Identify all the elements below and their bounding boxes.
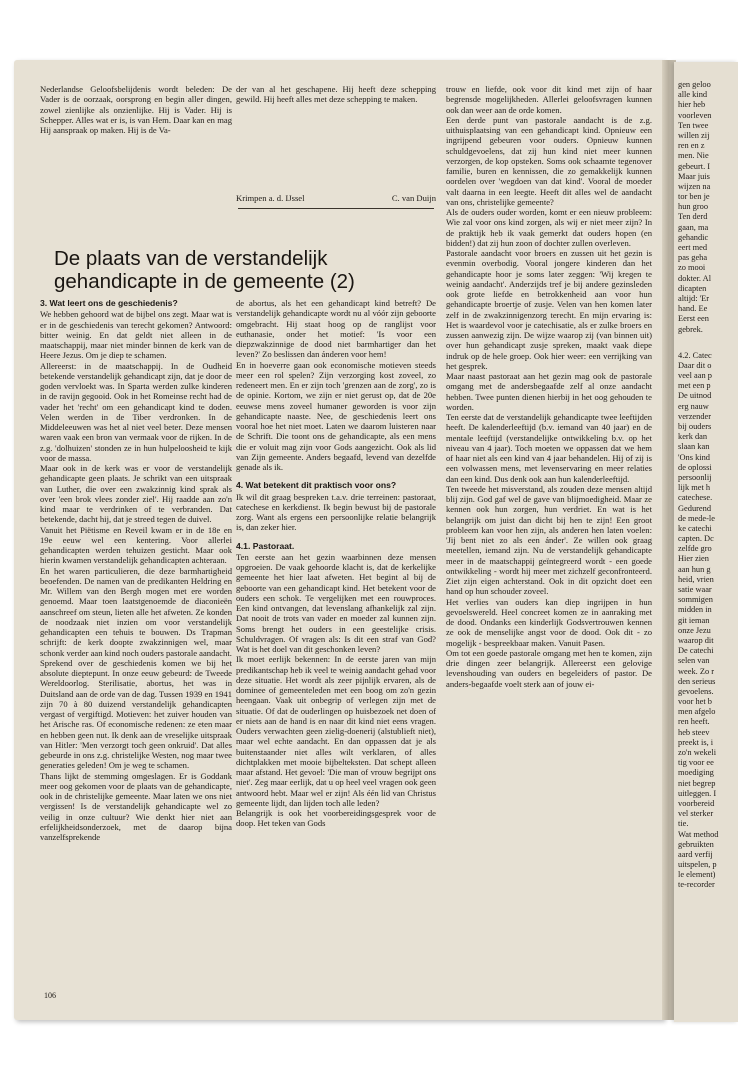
text-line: preekt is, i — [678, 737, 714, 747]
article-title: De plaats van de verstandelijk gehandicapte in de gemeente (2) — [54, 247, 355, 293]
text-line: pas geha — [678, 253, 708, 263]
text-line: voorbereid — [678, 798, 715, 808]
text-line: capten. Dc — [678, 534, 714, 544]
text-line: hand. Ee — [678, 304, 708, 314]
paragraph: Ik wil dit graag bespreken t.a.v. drie terreinen: pastoraat, catechese en kerkdienst. Ik begin bewust bij de pastorale zorg. Want als ergens een persoonlijke relatie belangrijk is, dan zeker hier. — [236, 491, 436, 533]
text-line: git ieman — [678, 615, 710, 625]
text-line: erg nauw — [678, 401, 709, 411]
text-line: gebrek. — [678, 324, 703, 334]
column-1-top — [40, 84, 232, 184]
text-line: waarop dit — [678, 635, 714, 645]
text-line: alle kind — [678, 90, 708, 100]
text-line: wijzen na — [678, 181, 711, 191]
text-line: dicapten — [678, 283, 707, 293]
column-2-top — [236, 84, 436, 144]
paragraph: Allereerst: in de maatschappij. In de Oudheid betekende verstandelijk gehandicapt zijn, dat je door de goden vervloekt was. In Sparta werden zulke kinderen in de ravijn gegooid. Ook in het Romeinse recht had de vader het 'recht' om een gehandicapt kind te doden. Velen werden in de Tiber verdronken. In de Middeleeuwen was het al niet veel beter. Deze mensen waren vaak een bron van vermaak voor de rijken. In de z.g. 'dolhuizen' stonden ze in hun hulpeloosheid te kijk voor de massa. — [40, 360, 232, 463]
paragraph: Maar naast pastoraat aan het gezin mag ook de pastorale omgang met de andersbegaafde zelf al onze aandacht hebben. Twee punten dienen hierbij in het oog gehouden te worden. — [446, 371, 652, 412]
text-line: veel aan p — [678, 371, 712, 381]
paragraph: trouw en liefde, ook voor dit kind met zijn of haar begrensde mogelijkheden. Allerlei geloofsvragen kunnen ook dan weer aan de orde komen. — [446, 84, 652, 115]
paragraph: Het verlies van ouders kan diep ingrijpen in hun gevoelswereld. Heel concreet komen ze in aanraking met de dood. Ondanks een kinderlijk Godsvertrouwen kennen ze ook de menselijke angst voor de dood. Ook dit - zo mogelijk - bespreekbaar maken. Vanuit Pasen. — [446, 596, 652, 648]
paragraph: Om tot een goede pastorale omgang met hen te komen, zijn drie dingen zeer belangrijk. Allereerst een gelovige levenshouding van ouders en begeleiders of pastor. De anders-begaafde voelt sterk aan of jouw ei- — [446, 647, 652, 689]
text-line: de oplossi — [678, 462, 712, 472]
paragraph: Ik moet eerlijk bekennen: In de eerste jaren van mijn predikantschap heb ik veel te weinig aandacht gehad voor deze situatie. Het wordt als zeer pijnlijk ervaren, als de dominee of gemeenteleden met een boog om zo'n gezin heengaan. Vaak uit onbegrip of verlegen zijn met de situatie. Of dat de ouderlingen op huisbezoek net doen of er niets aan de hand is en naar dit kind niet eens vragen. Ouders verwachten geen zielig-doenerij (alstublieft niet), maar wel echte aandacht. En dan oppassen dat je als buitenstaander niet alles wilt verklaren, of alles dichtplakken met mooie bijbelteksten. Dat schept alleen maar afstand. Het gevoel: 'Die man of vrouw begrijpt ons niet'. Zeg maar eerlijk, dat u op heel veel vragen ook geen antwoord hebt. Maar wel er zijn! Als één lid van Christus gemeente lijdt, dan lijden toch alle leden? — [236, 654, 436, 808]
text-line: Hier zien — [678, 554, 709, 564]
paragraph: de abortus, als het een gehandicapt kind betreft? De verstandelijk gehandicapte wordt nu al vóór zijn geboorte omgebracht. Hij staat hoog op de ranglijst voor euthanasie, onder het motief: 'Is voor een diepzwakzinnige de dood niet barmhartiger dan het leven?' Zo beslissen dan ánderen voor hem! — [236, 298, 436, 360]
paragraph: Pastorale aandacht voor broers en zussen uit het gezin is evenmin overbodig. Vooral jongere kinderen dan het gehandicapte hoor je soms later zeggen: 'Wij kregen te weinig aandacht'. Anderzijds tref je bij andere gezinsleden ook grote liefde en betrokkenheid aan voor hun gehandicapte broertje of zusje. Velen van hen komen later zelf in de zwakzinnigenzorg terecht. En mijn ervaring is: Het is waardevol voor je catechisatie, als er zulke broers en zussen aanwezig zijn. De wijze waarop zij (van binnen uit) over hun gehandicapt zusje spreken, maakt vaak diepe indruk op de hele groep. Ook hier weer: een verrijking van het gesprek. — [446, 248, 652, 371]
text-line: midden in — [678, 605, 712, 615]
text-line: dokter. Al — [678, 273, 712, 283]
signature-place: Krimpen a. d. IJssel — [236, 193, 305, 203]
paragraph: der van al het geschapene. Hij heeft deze schepping gewild. Hij heeft alles met deze schepping te maken. — [236, 84, 436, 105]
text-line: kerk dan — [678, 432, 708, 442]
text-line: gevoelens. — [678, 686, 714, 696]
text-line: 4.2. Catec — [678, 350, 712, 360]
text-line: tie. — [678, 819, 689, 829]
text-line: aard verfij — [678, 849, 713, 859]
text-line: met een p — [678, 381, 711, 391]
paragraph: Als de ouders ouder worden, komt er een nieuw probleem: Wie zal voor ons kind zorgen, als wij er niet meer zijn? In de praktijk heb ik vaak gemerkt dat ouders hopen (en bidden!) dat zij hun zoon of dochter zullen overleven. — [446, 207, 652, 248]
text-line: zo mooi — [678, 263, 706, 273]
text-line: ren en z — [678, 141, 705, 151]
page-number: 106 — [44, 991, 56, 1000]
text-line: zo'n wekeli — [678, 748, 717, 757]
column-2 — [236, 298, 436, 983]
text-line: lijk met h — [678, 483, 711, 493]
signature-author: C. van Duijn — [391, 193, 436, 203]
text-line: tor ben je — [678, 192, 710, 202]
text-line: tig voor ee — [678, 758, 714, 768]
text-line: ren heeft. — [678, 717, 710, 727]
text-line: voorleven — [678, 110, 712, 120]
text-line: selen van — [678, 656, 710, 666]
text-line: Wat method — [678, 829, 719, 839]
section-heading: 4. Wat betekent dit praktisch voor ons? — [236, 480, 397, 491]
text-line: altijd: 'Er — [678, 293, 710, 303]
text-line: den serieus — [678, 676, 716, 686]
text-line: men afgelo — [678, 707, 716, 717]
paragraph: Een derde punt van pastorale aandacht is de z.g. uithuisplaatsing van een gehandicapt kind. Opnieuw een ingrijpend gebeuren voor ouders. Opnieuw kunnen schuldgevoelens, dat zij hun kind niet meer kunnen verzorgen, de kop opsteken. Soms ook schaamte tegenover familie, buren en kennissen, die zo gemakkelijk kunnen oordelen over 'wegdoen van dat kind'. Vooral de moeder valt daarna in een leegte. Heeft dit alles wel de aandacht van ons, christelijke gemeente? — [446, 114, 652, 207]
text-line: slaan kan — [678, 442, 710, 452]
magazine-page-left — [14, 60, 664, 1020]
section-heading: 4.1. Pastoraat. — [236, 540, 295, 551]
text-line: sommigen — [678, 595, 713, 605]
text-line: uitleggen. I — [678, 788, 717, 798]
text-line: Ten twee — [678, 120, 709, 130]
text-line: te-recorder — [678, 880, 715, 890]
paragraph: Ten eerste dat de verstandelijk gehandicapte twee leeftijden heeft. De kalenderleeftijd (b.v. iemand van 40 jaar) en de mentale leeftijd (verstandelijke ontwikkeling b.v. op het niveau van 4 jaar). Toch moeten we oppassen dat we hem of haar niet als een kind van 4 jaar behandelen. Hij of zij is een volwassen mens, met levenservaring en meer relaties dan een kind. Dus denk ook aan hun kalenderleeftijd. — [446, 412, 652, 484]
paragraph: En in hoeverre gaan ook economische motieven steeds meer een rol spelen? Zijn verzorging kost zoveel, zo redeneert men. En er zijn toch 'grenzen aan de zorg', zo is de opinie. Kortom, we zijn er niet gerust op, dat de 20e eeuwse mens zoveel humaner geworden is voor zijn gehandicapte naaste. Nee, de geschiedenis leert ons vooral hoe het niet moet. Laten we daarom luisteren naar de Schrift. Die toont ons de gehandicapte, als een mens die er voluit mag zijn voor Gods aangezicht. Ook als lid van Zijn gemeente. Anders begaafd, levend van dezelfde genade als ik. — [236, 359, 436, 472]
paragraph: Belangrijk is ook het voorbereidingsgesprek voor de doop. Het teken van Gods — [236, 808, 436, 829]
paragraph: Ten tweede het misverstand, als zouden deze mensen altijd blij zijn. God gaf wel de gave van blijmoedigheid. Maar ze kennen ook hun zorgen, hun verdriet. En wat is het belangrijk om juist dan dicht bij hen te zijn! Een groot probleem kan voor hen zijn, als anderen hen laten voelen: 'Jij bent niet zo als een ánder'. Ze willen ook graag meetellen, iemand zijn. Nu de verstandelijk gehandicapte meer in de maatschappij geïntegreerd wordt - een goede ontwikkeling - wordt hij meer met zichzelf geconfronteerd. Ziet zijn eigen achterstand. Ook in dit opzicht doet een hand op hun schouder zoveel. — [446, 483, 652, 597]
text-line: satie waar — [678, 585, 712, 594]
paragraph: Maar ook in de kerk was er voor de verstandelijk gehandicapte geen plaats. Je schrikt van een uitspraak van Luther, die over een zwakzinnig kind sprak als over 'een brok vlees zonder ziel'. Hij raadde aan zo'n kind maar te verdrinken of te verbranden. Dat betekende, dacht hij, dat je streed tegen de duivel. — [40, 463, 232, 525]
text-line: persoonlij — [678, 472, 712, 482]
text-line: Ten derd — [678, 212, 708, 222]
text-line: gehandic — [678, 232, 709, 242]
text-line: gaan, ma — [678, 222, 709, 232]
text-line: De catechi — [678, 646, 714, 656]
text-line: le element) — [678, 870, 716, 880]
text-line: Daar dit o — [678, 360, 712, 370]
text-line: Maar juis — [678, 171, 710, 181]
text-line: hier heb — [678, 100, 706, 110]
paragraph: Nederlandse Geloofsbelijdenis wordt beleden: De Vader is de oorzaak, oorsprong en begin aller dingen, zowel zienlijke als onzienlijke. Hij is Vader. Hij is Schepper. Alles wat er is, is van Hem. Daar kan en mag Hij aanspraak op maken. Hij is de Va- — [40, 84, 232, 135]
text-line: heid, vrien — [678, 574, 714, 584]
text-line: willen zij — [678, 130, 710, 140]
text-line: zelfde gro — [678, 544, 712, 554]
text-line: men. Nie — [678, 151, 709, 161]
text-line: Eerst een — [678, 314, 709, 324]
text-line: gen geloo — [678, 80, 711, 89]
text-line: hun groo — [678, 202, 709, 212]
column-1 — [40, 298, 232, 983]
signature-divider — [238, 208, 434, 209]
paragraph: Ten eerste aan het gezin waarbinnen deze mensen opgroeien. De vaak gehoorde klacht is, dat de kerkelijke gemeente het hier laat afweten. Het begint al bij de geboorte van een gehandicapt kind. Het betekent voor de ouders een schok. Te vergelijken met een rouwproces. Een kind ontvangen, dat levenslang afhankelijk zal zijn. Dat nooit de trots van vader en moeder zal kunnen zijn. Soms brengt het ouders in een geestelijke crisis. Schuldvragen. Of vragen als: Is dit een straf van God? Wat is het doel van dit geschonken leven? — [236, 551, 436, 654]
text-line: moediging — [678, 768, 714, 778]
text-line: onze Jezu — [678, 625, 711, 635]
magazine-page-right — [674, 62, 738, 1022]
text-line: de mede-le — [678, 513, 715, 523]
text-line: catechese. — [678, 493, 713, 503]
text-line: verzender — [678, 411, 712, 421]
paragraph: En het waren particulieren, die deze barmhartigheid beoefenden. De namen van de predikanten Heldring en Mr. Willem van den Bergh mogen met ere worden genoemd. Maar toen laatstgenoemde de diaconieën aanschreef om steun, lieten alle het afweten. Ze konden de noodzaak niet inzien om voor verstandelijk gehandicapten een tehuis te bouwen. Ds Trapman schrijft: de kerk doopte zwakzinnigen wel, maar schonk verder aan kind noch ouders pastorale aandacht. — [40, 565, 232, 658]
text-line: niet begrep — [678, 778, 716, 788]
text-line: gebeurt. I — [678, 161, 711, 171]
text-line: aan hun g — [678, 564, 711, 574]
section-heading: 3. Wat leert ons de geschiedenis? — [40, 298, 178, 308]
text-line: gebruikten — [678, 839, 714, 849]
text-line: eert med — [678, 243, 708, 252]
text-line: voor het b — [678, 697, 712, 707]
paragraph: Thans lijkt de stemming omgeslagen. Er is Goddank meer oog gekomen voor de plaats van de gehandicapte, ook in de christelijke gemeente. Maar laten we ons niet vergissen! Is de verstandelijk gehandicapte wel zo veilig in onze cultuur? Wie denkt hier niet aan erfelijkheidsonderzoek, met de daarop bijna vanzelfsprekende — [40, 770, 232, 842]
column-4-cropped — [678, 80, 738, 891]
column-3 — [446, 84, 652, 983]
paragraph: Vanuit het Piëtisme en Reveil kwam er in de 18e en 19e eeuw wel een kentering. Voor allerlei gehandicapten werden tehuizen gesticht. Maar ook hierin kwamen verstandelijk gehandicapten achteraan. — [40, 524, 232, 566]
text-line: week. Zo r — [678, 666, 715, 676]
text-line: ke catechi — [678, 523, 712, 533]
text-line: vel sterker — [678, 809, 714, 819]
text-line: bij ouders — [678, 422, 712, 431]
paragraph: We hebben gehoord wat de bijbel ons zegt. Maar wat is er in de geschiedenis van terecht gekomen? Antwoord: bitter weinig. En dat geldt niet alleen in de maatschappij, maar niet minder binnen de kerk van de Heere Jezus. Om je diep te schamen. — [40, 309, 232, 361]
text-line: 'Ons kind — [678, 452, 710, 462]
spacer — [678, 335, 738, 351]
paragraph: Sprekend over de geschiedenis komen we bij het absolute dieptepunt. In onze eeuw gebeurd: de Tweede Wereldoorlog. Sterilisatie, abortus, het was in Duitsland aan de orde van de dag. Tussen 1939 en 1941 zijn 70 à 80 duizend verstandelijk gehandicapten vergast of vergiftigd. Motieven: het zuiver houden van het Arische ras. Of economische redenen: ze eten maar en hebben geen nut. Ik denk aan de vreselijke uitspraak van Hitler: 'Men verzorgt toch geen onkruid'. Dat alles gebeurde in ons z.g. christelijke Westen, nog maar twee generaties geleden! Om je weg te schamen. — [40, 657, 232, 771]
text-line: heb steev — [678, 727, 710, 737]
text-line: De uitnod — [678, 391, 712, 401]
text-line: Gedurend — [678, 503, 712, 513]
text-line: uitspelen, p — [678, 860, 717, 870]
